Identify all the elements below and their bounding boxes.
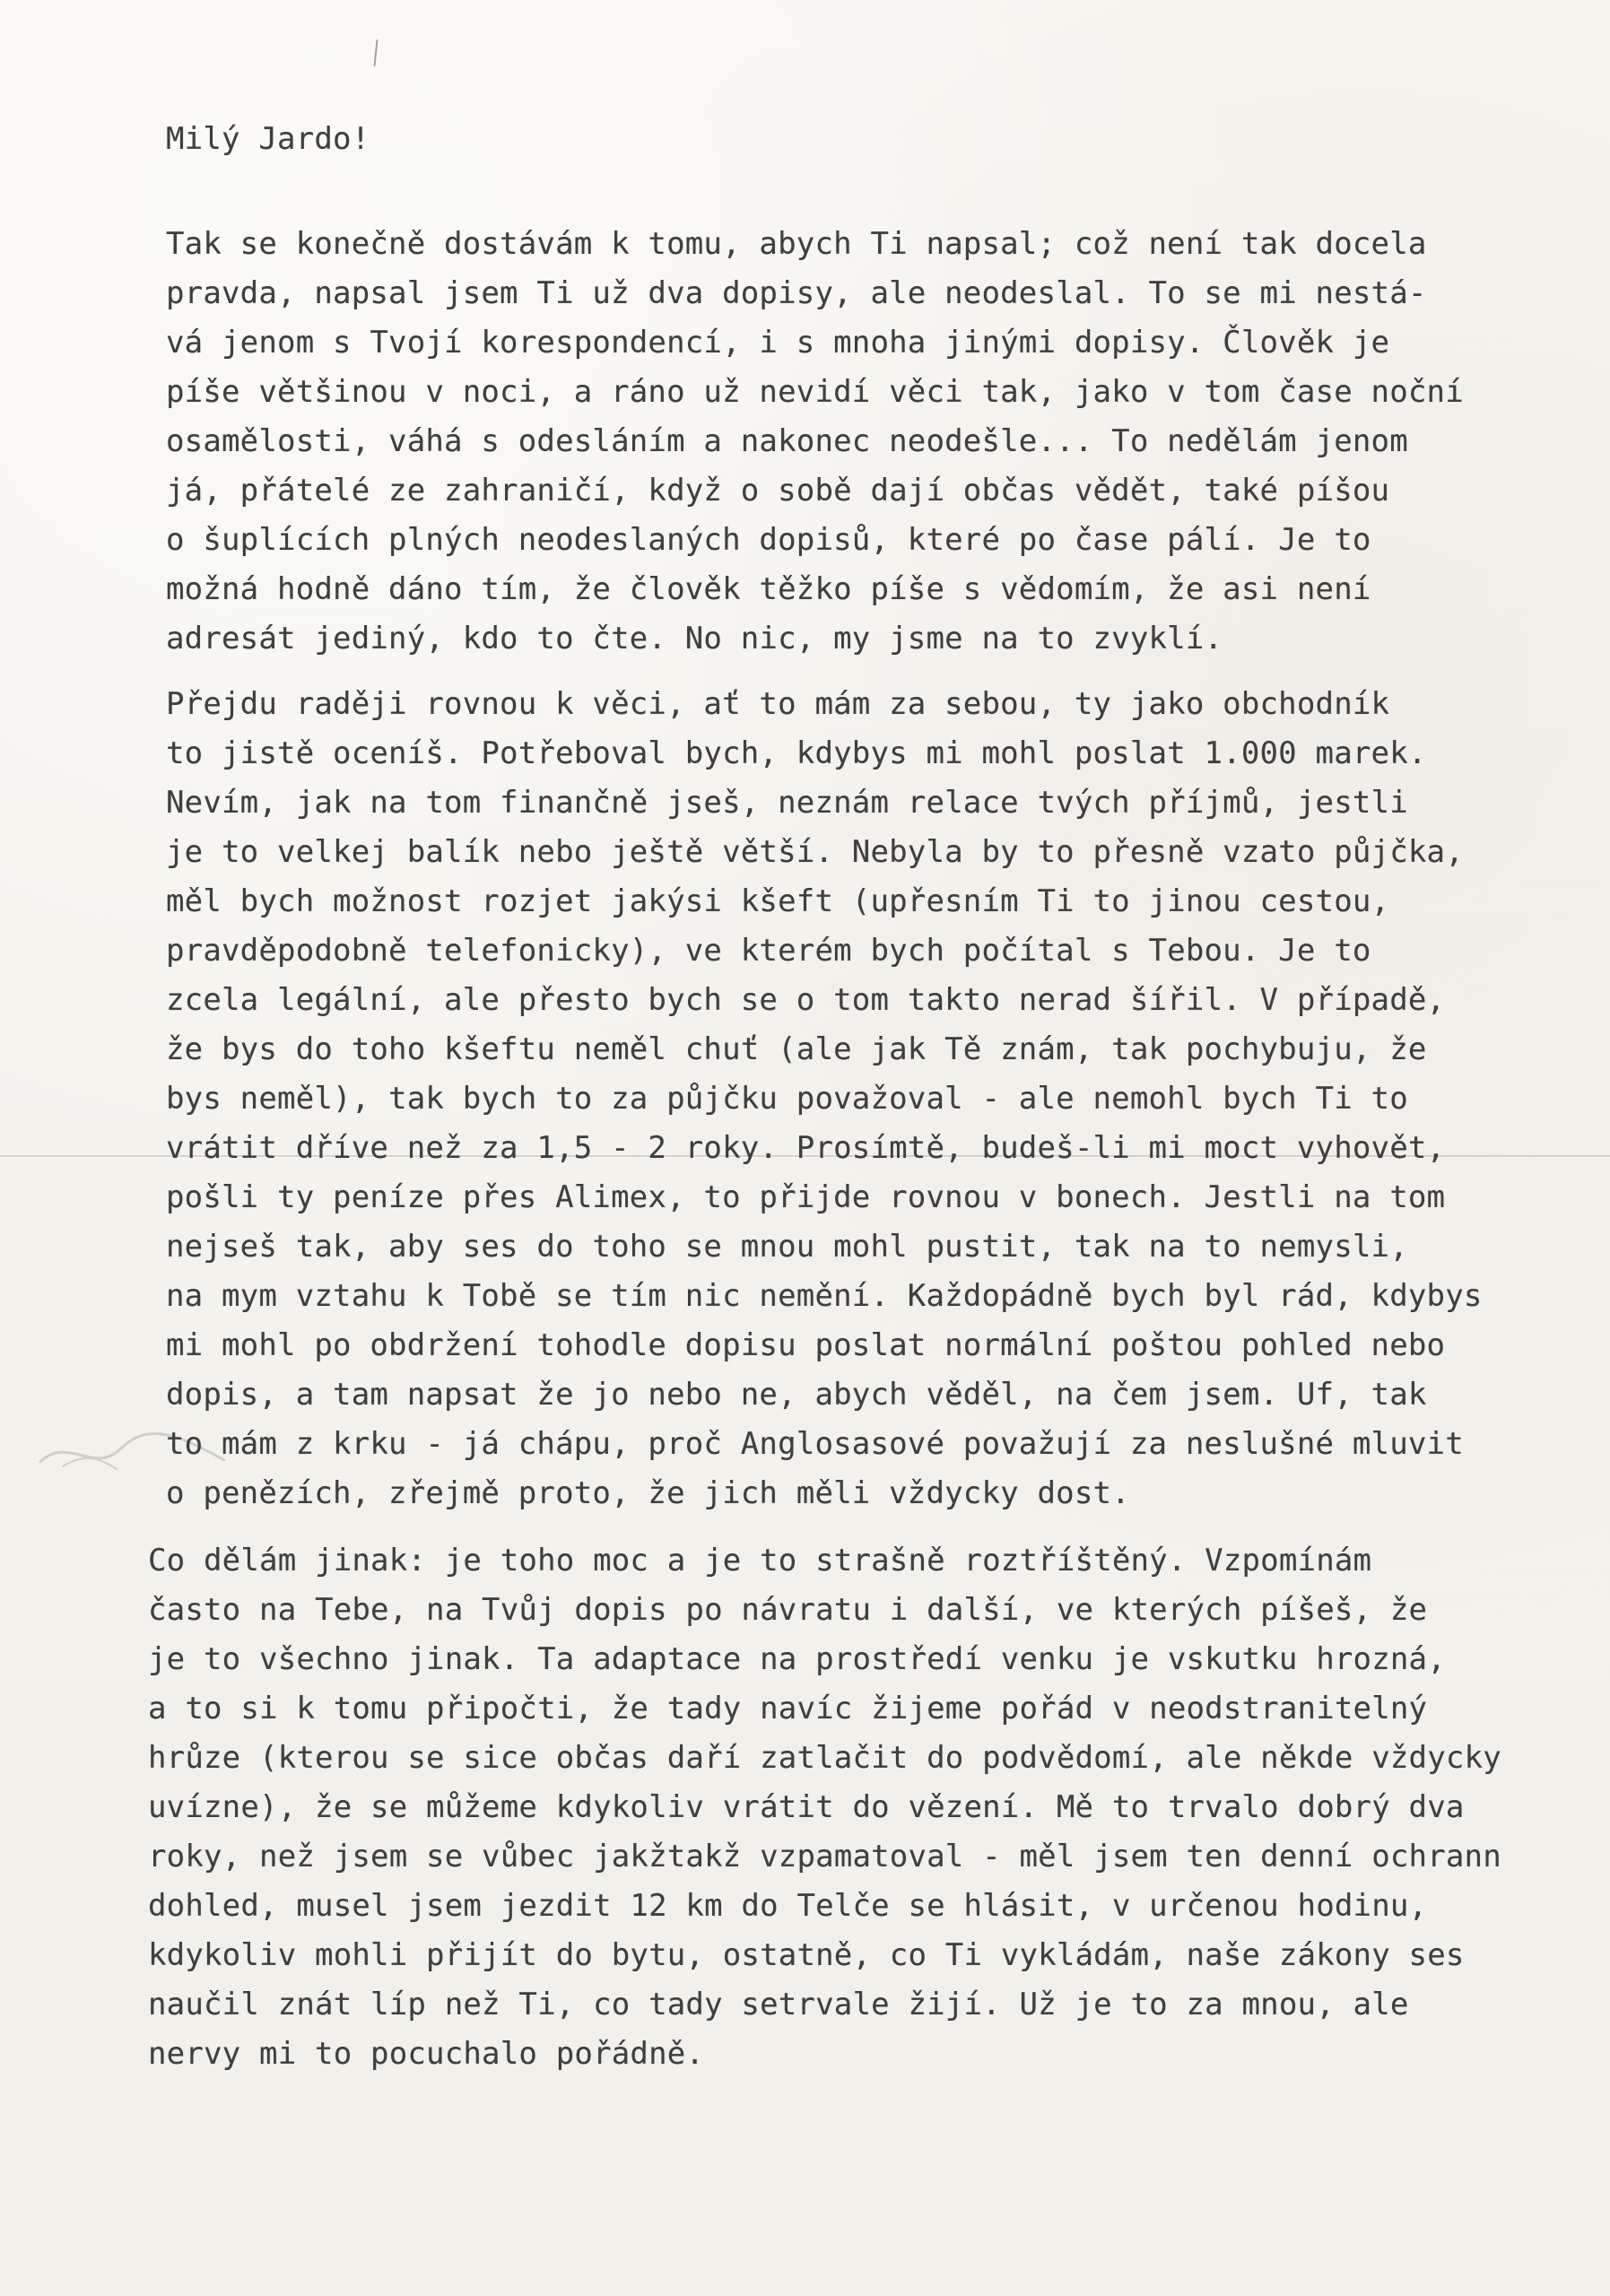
paragraph-3: Co dělám jinak: je toho moc a je to strašně roztříštěný. Vzpomínám často na Tebe, na Tvůj dopis po návratu i další, ve kterých píšeš, že je to všechno jinak. Ta adaptace na prostředí venku je vskutku hrozná, a to si k tomu připočti, že tady navíc žijeme pořád v neodstranitelný hrůze (kterou se sice občas daří zatlačit do podvědomí, ale někde vždycky uvízne), že se můžeme kdykoliv vrátit do vězení. Mě to trvalo dobrý dva roky, než jsem se vůbec jakžtakž vzpamatoval - měl jsem ten denní ochrann dohled, musel jsem jezdit 12 km do Telče se hlásit, v určenou hodinu, kdykoliv mohli přijít do bytu, ostatně, co Ti vykládám, naše zákony ses naučil znát líp než Ti, co tady setrvale žijí. Už je to za mnou, ale nervy mi to pocuchalo pořádně.: [148, 1543, 1501, 2072]
paragraph-2: Přejdu raději rovnou k věci, ať to mám za sebou, ty jako obchodník to jistě oceníš. Potřeboval bych, kdybys mi mohl poslat 1.000 marek. Nevím, jak na tom finančně jseš, neznám relace tvých příjmů, jestli je to velkej balík nebo ještě větší. Nebyla by to přesně vzato půjčka, měl bych možnost rozjet jakýsi kšeft (upřesním Ti to jinou cestou, pravděpodobně telefonicky), ve kterém bych počítal s Tebou. Je to zcela legální, ale přesto bych se o tom takto nerad šířil. V případě, že bys do toho kšeftu neměl chuť (ale jak Tě znám, tak pochybuju, že bys neměl), tak bych to za půjčku považoval - ale nemohl bych Ti to vrátit dříve než za 1,5 - 2 roky. Prosímtě, budeš-li mi moct vyhovět, pošli ty peníze přes Alimex, to přijde rovnou v bonech. Jestli na tom nejseš tak, aby ses do toho se mnou mohl pustit, tak na to nemysli, na mym vztahu k Tobě se tím nic nemění. Každopádně bych byl rád, kdybys mi mohl po obdržení tohodle dopisu poslat normální poštou pohled nebo dopis, a tam napsat že jo nebo ne, abych věděl, na čem jsem. Uf, tak to mám z krku - já chápu, proč Anglosasové považují za neslušné mluvit o penězích, zřejmě proto, že jich měli vždycky dost.: [166, 686, 1483, 1511]
paragraph-1: Tak se konečně dostávám k tomu, abych Ti napsal; což není tak docela pravda, napsal jsem Ti už dva dopisy, ale neodeslal. To se mi nestá- vá jenom s Tvojí korespondencí, i s mnoha jinými dopisy. Člověk je píše většinou v noci, a ráno už nevidí věci tak, jako v tom čase noční osamělosti, váhá s odesláním a nakonec neodešle... To nedělám jenom já, přátelé ze zahraničí, když o sobě dají občas vědět, také píšou o šuplících plných neodeslaných dopisů, které po čase pálí. Je to možná hodně dáno tím, že člověk těžko píše s vědomím, že asi není adresát jediný, kdo to čte. No nic, my jsme na to zvyklí.: [166, 226, 1464, 657]
salutation: Milý Jardo!: [166, 121, 370, 157]
ink-mark: [373, 39, 378, 66]
typewritten-letter: [148, 121, 1579, 2079]
